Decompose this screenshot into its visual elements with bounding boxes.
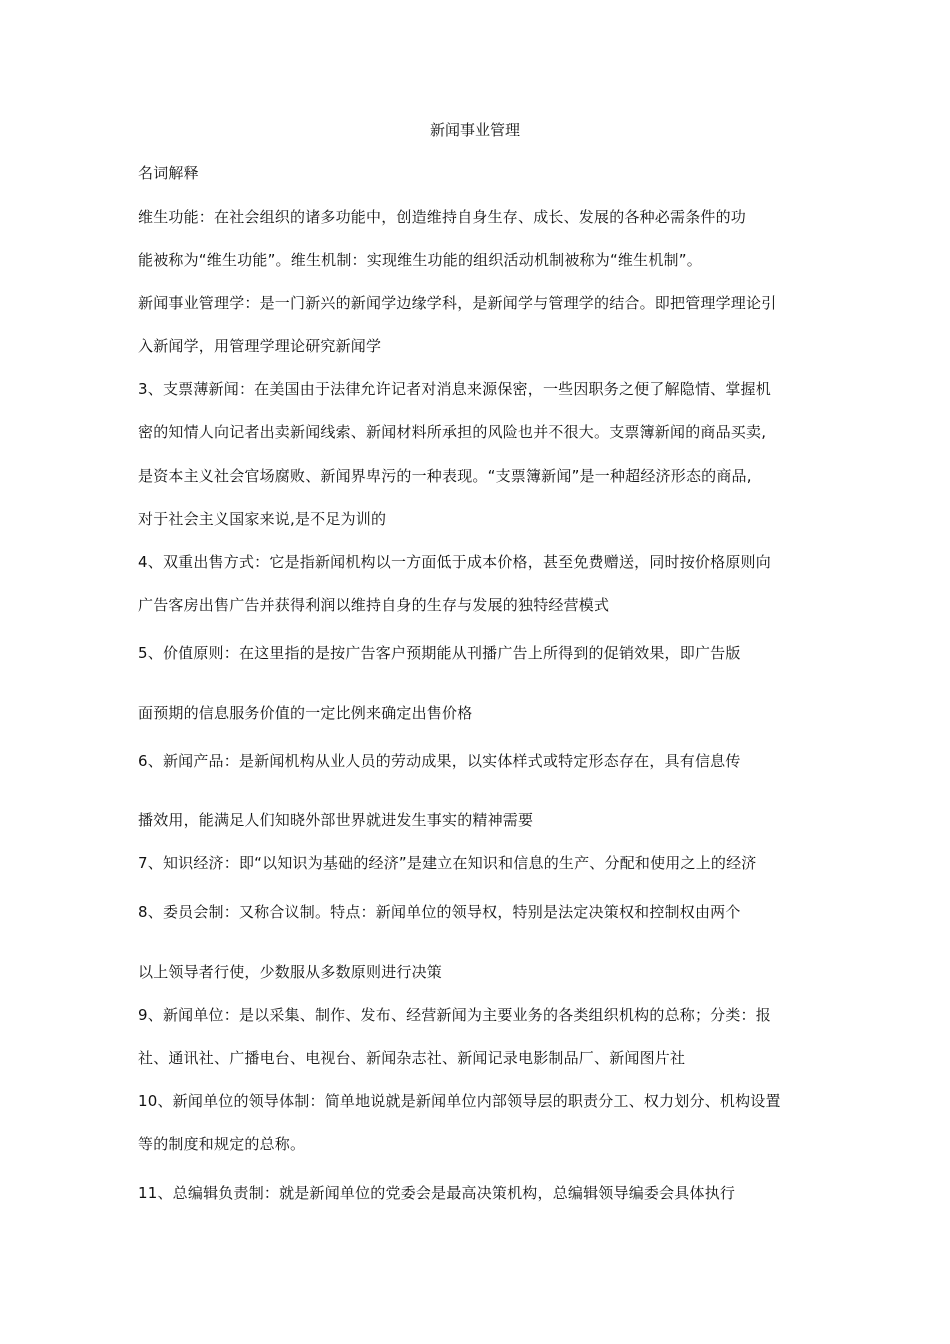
- text-line: 5、价值原则：在这里指的是按广告客户预期能从刊播广告上所得到的促销效果，即广告版: [138, 644, 741, 662]
- text-line: 面预期的信息服务价值的一定比例来确定出售价格: [138, 704, 473, 722]
- text-line: 社、通讯社、广播电台、电视台、新闻杂志社、新闻记录电影制品厂、新闻图片社: [138, 1049, 686, 1067]
- text-line: 3、支票薄新闻：在美国由于法律允许记者对消息来源保密，一些因职务之便了解隐情、掌握机: [138, 380, 771, 398]
- text-line: 广告客房出售广告并获得利润以维持自身的生存与发展的独特经营模式: [138, 596, 610, 614]
- document-title: 新闻事业管理: [429, 121, 520, 139]
- text-line: 新闻事业管理学：是一门新兴的新闻学边缘学科，是新闻学与管理学的结合。即把管理学理论引: [138, 294, 777, 312]
- text-line: 密的知情人向记者出卖新闻线索、新闻材料所承担的风险也并不很大。支票簿新闻的商品买卖,: [138, 423, 767, 441]
- text-line: 等的制度和规定的总称。: [138, 1135, 306, 1153]
- text-line: 入新闻学，用管理学理论研究新闻学: [138, 337, 382, 355]
- text-line: 8、委员会制：又称合议制。特点：新闻单位的领导权，特别是法定决策权和控制权由两个: [138, 903, 741, 921]
- text-line: 维生功能：在社会组织的诸多功能中，创造维持自身生存、成长、发展的各种必需条件的功: [138, 208, 747, 226]
- text-line: 7、知识经济：即“以知识为基础的经济”是建立在知识和信息的生产、分配和使用之上的经济: [138, 854, 757, 872]
- text-line: 11、总编辑负责制：就是新闻单位的党委会是最高决策机构，总编辑领导编委会具体执行: [138, 1184, 736, 1202]
- text-line: 是资本主义社会官场腐败、新闻界卑污的一种表现。“支票簿新闻”是一种超经济形态的商品,: [138, 467, 752, 485]
- text-line: 10、新闻单位的领导体制：简单地说就是新闻单位内部领导层的职责分工、权力划分、机构设置: [138, 1092, 781, 1110]
- text-line: 以上领导者行使，少数服从多数原则进行决策: [138, 963, 443, 981]
- section-heading: 名词解释: [138, 164, 199, 182]
- text-line: 对于社会主义国家来说,是不足为训的: [138, 510, 387, 528]
- text-line: 6、新闻产品：是新闻机构从业人员的劳动成果，以实体样式或特定形态存在，具有信息传: [138, 752, 741, 770]
- text-line: 能被称为“维生功能”。维生机制：实现维生功能的组织活动机制被称为“维生机制”。: [138, 251, 702, 269]
- text-line: 播效用，能满足人们知晓外部世界就进发生事实的精神需要: [138, 811, 534, 829]
- text-line: 9、新闻单位：是以采集、制作、发布、经营新闻为主要业务的各类组织机构的总称；分类：报: [138, 1006, 771, 1024]
- text-line: 4、双重出售方式：它是指新闻机构以一方面低于成本价格，甚至免费赠送，同时按价格原则向: [138, 553, 771, 571]
